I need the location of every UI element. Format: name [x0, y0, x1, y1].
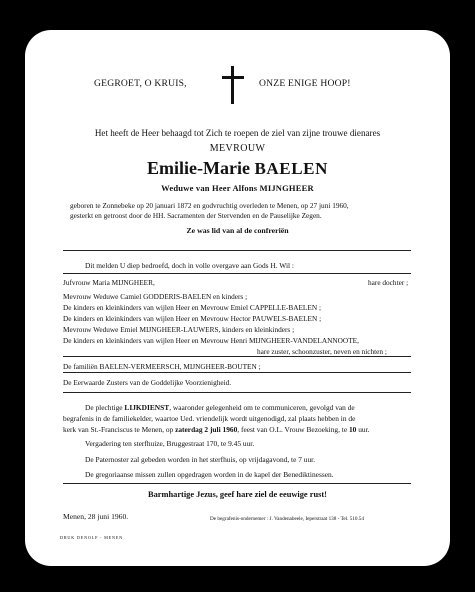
cross-icon: [222, 66, 244, 104]
title-word: MEVROUW: [209, 143, 266, 154]
given-names: Emilie-Marie: [147, 158, 250, 178]
masses-line: De gregoriaanse missen zullen opgedragen worden in de kapel der Benediktinessen.: [85, 470, 334, 479]
relative-relation: hare zuster, schoonzuster, neven en nichten ;: [257, 347, 387, 356]
printer-imprint: DRUK DENOLF - MENEN: [60, 535, 124, 540]
separator-line: [63, 483, 411, 484]
relative-line: De kinders en kleinkinders van wijlen Heer en Mevrouw Henri MIJNGHEER-VANDELANNOOTE,: [63, 336, 359, 345]
families-line: De familiën BAELEN-VERMEERSCH, MIJNGHEER-BOUTEN ;: [63, 362, 261, 371]
funeral-line-1: De plechtige LIJKDIENST, waaronder gelegenheid om te communiceren, gevolgd van de: [85, 403, 355, 412]
funeral-line-3: kerk van St.-Franciscus te Menen, op zaterdag 2 juli 1960, feest van O.L. Vrouw Bezoeking, te 10 uur.: [63, 425, 370, 434]
confraternity-line: Ze was lid van al de confreriën: [186, 226, 289, 235]
separator-line: [63, 356, 411, 357]
separator-line: [63, 372, 411, 373]
separator-line: [63, 273, 411, 274]
relative-line: Jufvrouw Maria MIJNGHEER,: [63, 278, 155, 287]
header-left-text: GEGROET, O KRUIS,: [94, 78, 187, 89]
funeral-line-2: begrafenis in de familiekelder, waartoe Ued. vriendelijk wordt uitgenodigd, zal plaats hebben in de: [63, 414, 356, 423]
separator-line: [63, 392, 411, 393]
relative-line: De kinders en kleinkinders van wijlen Heer en Mevrouw Emiel CAPPELLE-BAELEN ;: [63, 303, 321, 312]
separator-line: [63, 250, 411, 251]
relative-line: De kinders en kleinkinders van wijlen Heer en Mevrouw Hector PAUWELS-BAELEN ;: [63, 314, 322, 323]
surname: BAELEN: [254, 159, 328, 178]
deceased-name: [25, 158, 450, 179]
rosary-line: De Paternoster zal gebeden worden in het sterfhuis, op vrijdagavond, te 7 uur.: [85, 455, 316, 464]
sisters-line: De Eerwaarde Zusters van de Goddelijke Voorzienigheid.: [63, 378, 232, 387]
closing-prayer: Barmhartige Jezus, geef hare ziel de eeuwige rust!: [148, 490, 327, 499]
gathering-line: Vergadering ten sterfhuize, Bruggestraat 170, te 9.45 uur.: [85, 439, 255, 448]
mourning-card: [25, 30, 450, 566]
relative-line: Mevrouw Weduwe Emiel MIJNGHEER-LAUWERS, kinders en kleinkinders ;: [63, 325, 295, 334]
relative-line: Mevrouw Weduwe Camiel GODDERIS-BAELEN en kinders ;: [63, 292, 248, 301]
relative-relation: hare dochter ;: [368, 278, 409, 287]
announcement-line: Dit melden U diep bedroefd, doch in volle overgave aan Gods H. Wil :: [85, 261, 294, 270]
undertaker-line: De begrafenis-ondernemer : J. Vandenabeele, Ieperstraat 138 - Tel. 510.54: [210, 516, 364, 522]
header-right-text: ONZE ENIGE HOOP!: [259, 78, 351, 89]
intro-text: Het heeft de Heer behaagd tot Zich te roepen de ziel van zijne trouwe dienares: [94, 128, 381, 138]
birth-line-1: geboren te Zonnebeke op 20 januari 1872 en godvruchtig overleden te Menen, op 27 juni 1960,: [70, 201, 349, 210]
birth-line-2: gesterkt en getroost door de HH. Sacramenten der Stervenden en de Pauselijke Zegen.: [70, 211, 322, 220]
place-date: Menen, 28 juni 1960.: [63, 512, 129, 521]
widow-line: Weduwe van Heer Alfons MIJNGHEER: [161, 183, 314, 193]
